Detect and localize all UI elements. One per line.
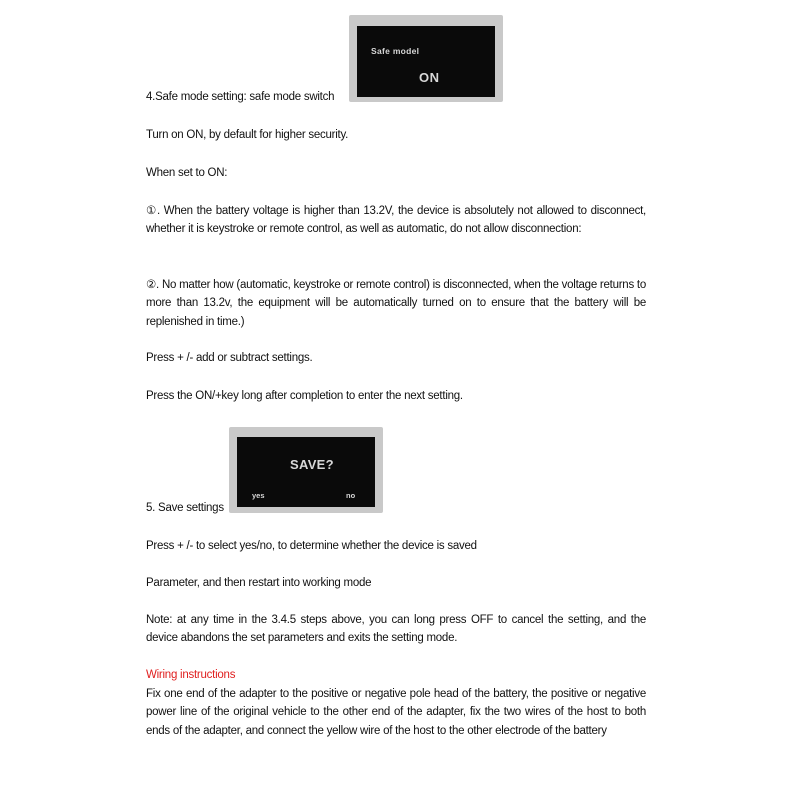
section-5-heading: 5. Save settings <box>146 502 224 514</box>
save-screen-title: SAVE? <box>290 457 334 472</box>
safe-mode-screen <box>357 26 495 97</box>
safe-mode-screen-value: ON <box>419 70 440 85</box>
when-on-label: When set to ON: <box>146 167 228 179</box>
save-screen-yes: yes <box>252 491 265 500</box>
adjust-instruction: Press + /- add or subtract settings. <box>146 352 313 364</box>
wiring-heading: Wiring instructions <box>146 669 236 681</box>
safe-mode-screen-title: Safe model <box>371 46 420 56</box>
select-instruction: Press + /- to select yes/no, to determine whether the device is saved <box>146 540 477 552</box>
restart-note: Parameter, and then restart into working mode <box>146 577 372 589</box>
save-screen-no: no <box>346 491 356 500</box>
section-4-heading: 4.Safe mode setting: safe mode switch <box>146 91 335 103</box>
cancel-note: Note: at any time in the 3.4.5 steps above, you can long press OFF to cancel the setting, and the device abandons the set parameters and exits the setting mode. <box>146 614 646 645</box>
condition-item-1: ①. When the battery voltage is higher than 13.2V, the device is absolutely not allowed to disconnect, whether it is keystroke or remote control, as well as automatic, do not allow disconnection: <box>146 205 646 236</box>
wiring-body: Fix one end of the adapter to the positive or negative pole head of the battery, the positive or negative power line of the original vehicle to the other end of the adapter, fix the two wires of the host to both ends of the adapter, and connect the yellow wire of the host to the other electrode of the battery <box>146 688 646 737</box>
next-setting-instruction: Press the ON/+key long after completion to enter the next setting. <box>146 390 463 402</box>
default-note: Turn on ON, by default for higher security. <box>146 129 349 141</box>
save-screen <box>237 437 375 507</box>
condition-item-2: ②. No matter how (automatic, keystroke or remote control) is disconnected, when the voltage returns to more than 13.2v, the equipment will be automatically turned on to ensure that the battery will be replenished in time.) <box>146 279 646 328</box>
